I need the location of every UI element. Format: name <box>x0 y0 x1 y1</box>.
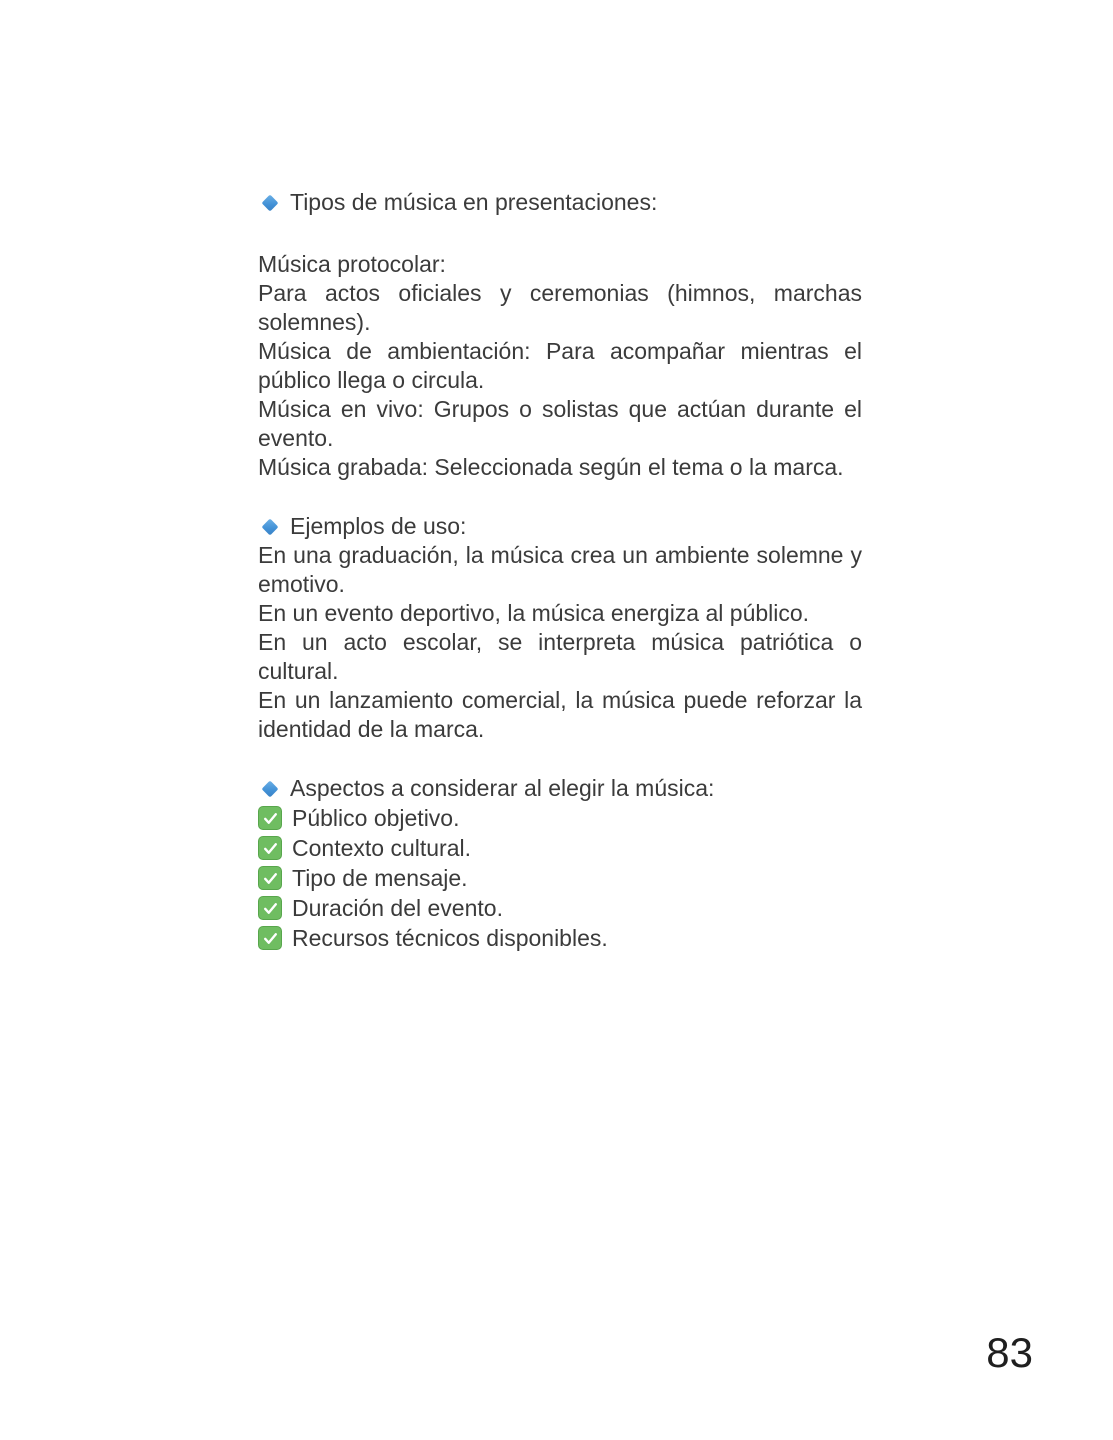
check-icon <box>258 806 282 830</box>
checklist-item <box>258 833 862 863</box>
bullet-heading-aspectos <box>258 774 862 803</box>
check-icon <box>258 866 282 890</box>
checklist-item-label: Público objetivo. <box>292 804 460 831</box>
blue-diamond-icon <box>261 194 279 212</box>
check-icon <box>258 926 282 950</box>
checklist-item <box>258 923 862 953</box>
checklist-item-label: Tipo de mensaje. <box>292 864 468 891</box>
paragraph: Música en vivo: Grupos o solistas que actúan durante el evento. <box>258 396 862 451</box>
bullet-heading-label: Aspectos a considerar al elegir la música: <box>290 775 715 801</box>
paragraph: Para actos oficiales y ceremonias (himnos, marchas solemnes). <box>258 280 862 335</box>
section-tipos <box>258 250 862 482</box>
check-icon <box>258 896 282 920</box>
checklist-item <box>258 803 862 833</box>
section-aspectos <box>258 774 862 953</box>
page-content <box>258 188 862 953</box>
checklist-item-label: Duración del evento. <box>292 894 503 921</box>
bullet-heading-ejemplos <box>258 512 862 541</box>
section-ejemplos <box>258 512 862 744</box>
checklist-item <box>258 863 862 893</box>
paragraph: En un acto escolar, se interpreta música patriótica o cultural. <box>258 629 862 684</box>
checklist-item-label: Recursos técnicos disponibles. <box>292 924 608 951</box>
bullet-heading-label: Ejemplos de uso: <box>290 513 467 539</box>
paragraph: Música protocolar: <box>258 251 446 277</box>
checklist-item <box>258 893 862 923</box>
paragraph: En un lanzamiento comercial, la música puede reforzar la identidad de la marca. <box>258 687 862 742</box>
checklist-item-label: Contexto cultural. <box>292 834 471 861</box>
paragraph: Música grabada: Seleccionada según el tema o la marca. <box>258 454 844 480</box>
blue-diamond-icon <box>261 780 279 798</box>
check-icon <box>258 836 282 860</box>
paragraph: En un evento deportivo, la música energiza al público. <box>258 600 810 626</box>
paragraph: En una graduación, la música crea un ambiente solemne y emotivo. <box>258 542 862 597</box>
page-number: 83 <box>986 1329 1033 1376</box>
bullet-heading-label: Tipos de música en presentaciones: <box>290 189 658 215</box>
blue-diamond-icon <box>261 518 279 536</box>
bullet-heading-tipos <box>258 188 862 217</box>
paragraph: Música de ambientación: Para acompañar mientras el público llega o circula. <box>258 338 862 393</box>
